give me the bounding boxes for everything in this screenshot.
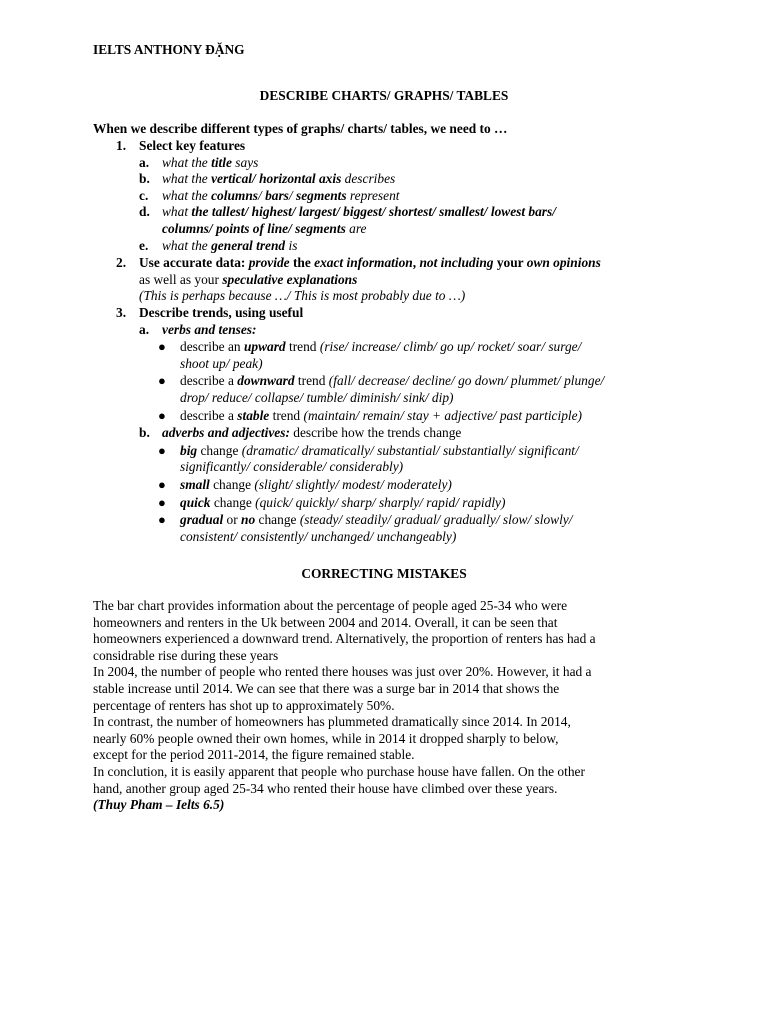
bullet-stable: ● describe a stable trend (maintain/ remain/ stay + adjective/ past participle) [158, 407, 583, 423]
sub-letter: b. [139, 171, 150, 187]
bullet-icon: ● [158, 407, 166, 423]
essay-line: stable increase until 2014. We can see that there was a surge bar in 2014 that shows the [93, 680, 560, 696]
section-title: DESCRIBE CHARTS/ GRAPHS/ TABLES [259, 88, 509, 103]
essay-line: The bar chart provides information about the percentage of people aged 25-34 who were [93, 598, 568, 613]
sub-letter: a. [139, 154, 150, 170]
essay-line: In conclution, it is easily apparent that people who purchase house have fallen. On the other [93, 763, 585, 779]
list-number: 3. [116, 305, 127, 320]
essay-line: nearly 60% people owned their own homes, while in 2014 it dropped sharply to below, [93, 730, 559, 746]
sub-item-verbs: a. verbs and tenses: [139, 321, 257, 337]
bullet-icon: ● [158, 373, 166, 389]
essay-signature: (Thuy Pham – Ielts 6.5) [93, 797, 225, 813]
sub-item-axis: b. what the vertical/ horizontal axis describes [139, 171, 396, 187]
bullet-icon: ● [158, 476, 166, 492]
list-number: 2. [116, 255, 127, 270]
list-number: 1. [116, 138, 127, 153]
list-item-accurate-data: 2. Use accurate data: provide the exact information, not including your own opinions as well as your speculative explanations (This is perhaps because …/ This is most probably due to …) [116, 255, 601, 304]
sub-item-adverbs: b. adverbs and adjectives: describe how the trends change [139, 425, 462, 441]
bullet-upward: ● describe an upward trend (rise/ increase/ climb/ go up/ rocket/ soar/ surge/ shoot up/ peak) [158, 339, 582, 371]
sub-letter: b. [139, 425, 150, 441]
sub-letter: e. [139, 237, 149, 253]
essay-line: homeowners and renters in the Uk between 2004 and 2014. Overall, it can be seen that [93, 614, 558, 630]
bullet-icon: ● [158, 339, 166, 355]
bullet-quick: ● quick change (quick/ quickly/ sharp/ sharply/ rapid/ rapidly) [158, 494, 506, 510]
essay-line: except for the period 2011-2014, the figure remained stable. [93, 747, 415, 763]
intro-sentence: When we describe different types of graphs/ charts/ tables, we need to … [93, 121, 508, 136]
essay-line: In contrast, the number of homeowners has plummeted dramatically since 2014. In 2014, [93, 714, 571, 730]
bullet-icon: ● [158, 494, 166, 510]
sub-item-extremes: d. what the tallest/ highest/ largest/ biggest/ shortest/ smallest/ lowest bars/ columns/ points of line/ segments are [139, 204, 556, 236]
document-header: IELTS ANTHONY ĐẶNG [93, 42, 245, 57]
bullet-icon: ● [158, 512, 166, 528]
bullet-small: ● small change (slight/ slightly/ modest/ moderately) [158, 476, 452, 492]
section-title-correcting-mistakes: CORRECTING MISTAKES [301, 566, 467, 581]
bullet-icon: ● [158, 442, 166, 458]
bullet-big: ● big change (dramatic/ dramatically/ substantial/ substantially/ significant/ significantly/ considerable/ considerably) [158, 442, 579, 475]
essay-line: hand, another group aged 25-34 who rented their house have climbed over these years. [93, 780, 558, 796]
list-heading: Describe trends, using useful [139, 305, 304, 320]
sub-letter: d. [139, 204, 150, 220]
sub-letter: c. [139, 187, 149, 203]
sub-item-columns: c. what the columns/ bars/ segments represent [139, 187, 400, 203]
list-item-describe-trends [93, 305, 693, 545]
essay-line: percentage of renters has shot up to approximately 50%. [93, 697, 395, 713]
sub-item-general-trend: e. what the general trend is [139, 237, 298, 253]
bullet-downward: ● describe a downward trend (fall/ decrease/ decline/ go down/ plummet/ plunge/ drop/ reduce/ collapse/ tumble/ diminish/ sink/ dip) [158, 373, 605, 405]
sample-essay [93, 598, 683, 814]
list-item-select-key-features [93, 138, 693, 254]
essay-line: considrable rise during these years [93, 647, 279, 663]
sub-item-title: a. what the title says [139, 154, 259, 170]
bullet-gradual: ● gradual or no change (steady/ steadily/ gradual/ gradually/ slow/ slowly/ consistent/ consistently/ unchanged/ unchangeably) [158, 512, 573, 544]
sub-letter: a. [139, 321, 150, 337]
essay-line: In 2004, the number of people who rented there houses was just over 20%. However, it had a [93, 664, 592, 680]
essay-line: homeowners experienced a downward trend. Alternatively, the proportion of renters has had a [93, 631, 596, 647]
list-heading: Select key features [139, 138, 246, 153]
